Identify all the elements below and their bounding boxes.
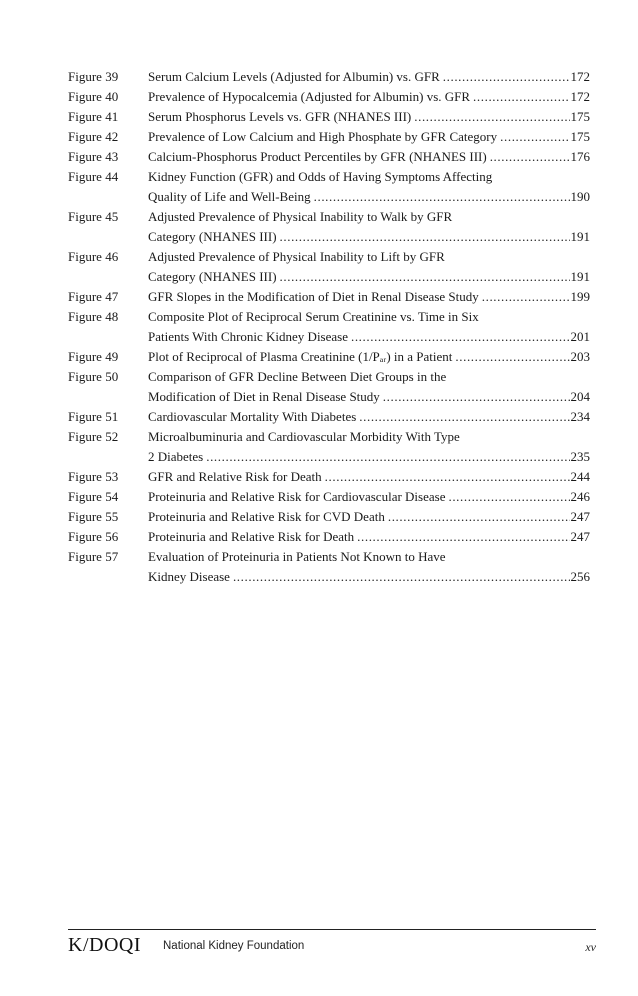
figure-label: Figure 52 [68,429,119,444]
page-ref: 235 [570,449,590,464]
page-ref: 175 [570,109,590,124]
page-ref: 244 [570,469,590,484]
toc-entry [68,407,590,427]
entry-line [148,307,590,327]
entry-title-text: Category (NHANES III) [148,269,277,284]
entry-title [148,487,590,507]
entry-title-text: Patients With Chronic Kidney Disease [148,329,348,344]
entry-line [148,267,590,287]
entry-line [148,547,590,567]
page-number: xv [585,940,596,954]
entry-title-text: Plot of Reciprocal of Plasma Creatinine (1/Pₐᵣ) in a Patient [148,349,453,364]
entry-line [148,227,590,247]
page-footer [68,934,596,960]
toc-entry [68,487,590,507]
entry-title [148,427,590,467]
figure-label: Figure 48 [68,309,119,324]
entry-line [148,107,590,127]
entry-title-text: 2 Diabetes [148,449,204,464]
entry-title-text: Adjusted Prevalence of Physical Inability to Walk by GFR [148,209,453,224]
dot-leader [325,467,570,487]
figure-label: Figure 55 [68,509,119,524]
toc-entry [68,507,590,527]
toc-entry [68,247,590,287]
entry-title-text: GFR and Relative Risk for Death [148,469,322,484]
dot-leader [490,147,570,167]
dot-leader [455,347,569,367]
page-ref: 201 [570,329,590,344]
figure-label: Figure 57 [68,549,119,564]
entry-title [148,527,590,547]
figure-label: Figure 40 [68,89,119,104]
entry-title [148,507,590,527]
toc-entry [68,427,590,467]
toc-entry [68,147,590,167]
toc-entry [68,467,590,487]
dot-leader [473,87,569,107]
entry-title [148,547,590,587]
figure-label: Figure 43 [68,149,119,164]
dot-leader [443,67,570,87]
toc-entry [68,347,590,367]
figure-label: Figure 46 [68,249,119,264]
entry-line [148,347,590,367]
page-ref: 191 [570,269,590,284]
kdoqi-logo: K/DOQI [68,934,141,956]
dot-leader [500,127,569,147]
entry-title [148,467,590,487]
page-ref: 256 [570,569,590,584]
dot-leader [206,447,569,467]
dot-leader [280,227,570,247]
toc-entry [68,87,590,107]
entry-title [148,147,590,167]
entry-line [148,247,590,267]
entry-title [148,247,590,287]
figure-label: Figure 42 [68,129,119,144]
entry-title-text: Kidney Disease [148,569,230,584]
entry-line [148,367,590,387]
dot-leader [482,287,570,307]
entry-line [148,407,590,427]
footer-rule [68,929,596,930]
entry-title-text: Proteinuria and Relative Risk for Cardiovascular Disease [148,489,446,504]
toc-entry [68,127,590,147]
entry-title-text: Prevalence of Low Calcium and High Phosphate by GFR Category [148,129,498,144]
entry-line [148,67,590,87]
dot-leader [351,327,570,347]
entry-title [148,207,590,247]
figure-label: Figure 39 [68,69,119,84]
entry-title [148,307,590,347]
page-ref: 176 [570,149,590,164]
toc-entry [68,207,590,247]
figure-label: Figure 51 [68,409,119,424]
entry-title-text: Comparison of GFR Decline Between Diet Groups in the [148,369,447,384]
entry-line [148,447,590,467]
page-ref: 172 [570,89,590,104]
page-ref: 247 [570,509,590,524]
entry-title [148,287,590,307]
entry-title-text: Modification of Diet in Renal Disease Study [148,389,380,404]
entry-title-text: Calcium-Phosphorus Product Percentiles by GFR (NHANES III) [148,149,487,164]
page-ref: 199 [570,289,590,304]
entry-title-text: Cardiovascular Mortality With Diabetes [148,409,357,424]
entry-title [148,87,590,107]
dot-leader [280,267,570,287]
page-ref: 204 [570,389,590,404]
entry-title [148,127,590,147]
entry-line [148,127,590,147]
page-ref: 172 [570,69,590,84]
entry-line [148,207,590,227]
entry-title-text: Adjusted Prevalence of Physical Inability to Lift by GFR [148,249,445,264]
entry-title [148,367,590,407]
entry-title-text: Composite Plot of Reciprocal Serum Creatinine vs. Time in Six [148,309,479,324]
entry-title [148,407,590,427]
entry-line [148,147,590,167]
entry-title-text: Quality of Life and Well-Being [148,189,311,204]
entry-title-text: GFR Slopes in the Modification of Diet in Renal Disease Study [148,289,479,304]
toc-entry [68,547,590,587]
figure-list [68,67,590,587]
entry-line [148,327,590,347]
entry-title [148,67,590,87]
entry-title-text: Microalbuminuria and Cardiovascular Morbidity With Type [148,429,460,444]
entry-title-text: Serum Phosphorus Levels vs. GFR (NHANES III) [148,109,412,124]
page-ref: 191 [570,229,590,244]
dot-leader [383,387,570,407]
figure-label: Figure 53 [68,469,119,484]
page-ref: 175 [570,129,590,144]
toc-entry [68,287,590,307]
entry-line [148,507,590,527]
entry-title [148,107,590,127]
entry-title-text: Proteinuria and Relative Risk for CVD Death [148,509,385,524]
figure-label: Figure 47 [68,289,119,304]
entry-title [148,167,590,207]
figure-label: Figure 50 [68,369,119,384]
page-ref: 203 [570,349,590,364]
figure-label: Figure 49 [68,349,119,364]
figure-label: Figure 45 [68,209,119,224]
entry-line [148,467,590,487]
toc-entry [68,527,590,547]
page-ref: 234 [570,409,590,424]
figure-label: Figure 54 [68,489,119,504]
figure-label: Figure 56 [68,529,119,544]
entry-line [148,527,590,547]
entry-line [148,87,590,107]
dot-leader [233,567,570,587]
entry-line [148,387,590,407]
dot-leader [414,107,569,127]
toc-entry [68,67,590,87]
entry-title-text: Evaluation of Proteinuria in Patients Not Known to Have [148,549,446,564]
entry-line [148,287,590,307]
entry-title-text: Prevalence of Hypocalcemia (Adjusted for Albumin) vs. GFR [148,89,471,104]
figure-label: Figure 41 [68,109,119,124]
dot-leader [357,527,569,547]
dot-leader [359,407,569,427]
toc-entry [68,107,590,127]
entry-title-text: Serum Calcium Levels (Adjusted for Albumin) vs. GFR [148,69,440,84]
entry-line [148,487,590,507]
figure-label: Figure 44 [68,169,119,184]
entry-line [148,167,590,187]
toc-entry [68,167,590,207]
dot-leader [448,487,569,507]
organization-name: National Kidney Foundation [163,940,305,952]
entry-line [148,427,590,447]
dot-leader [314,187,570,207]
entry-title-text: Kidney Function (GFR) and Odds of Having Symptoms Affecting [148,169,493,184]
page-ref: 247 [570,529,590,544]
entry-title-text: Category (NHANES III) [148,229,277,244]
toc-entry [68,307,590,347]
toc-entry [68,367,590,407]
page-ref: 246 [570,489,590,504]
entry-title-text: Proteinuria and Relative Risk for Death [148,529,355,544]
entry-line [148,567,590,587]
dot-leader [388,507,570,527]
entry-line [148,187,590,207]
entry-title [148,347,590,367]
page-ref: 190 [570,189,590,204]
